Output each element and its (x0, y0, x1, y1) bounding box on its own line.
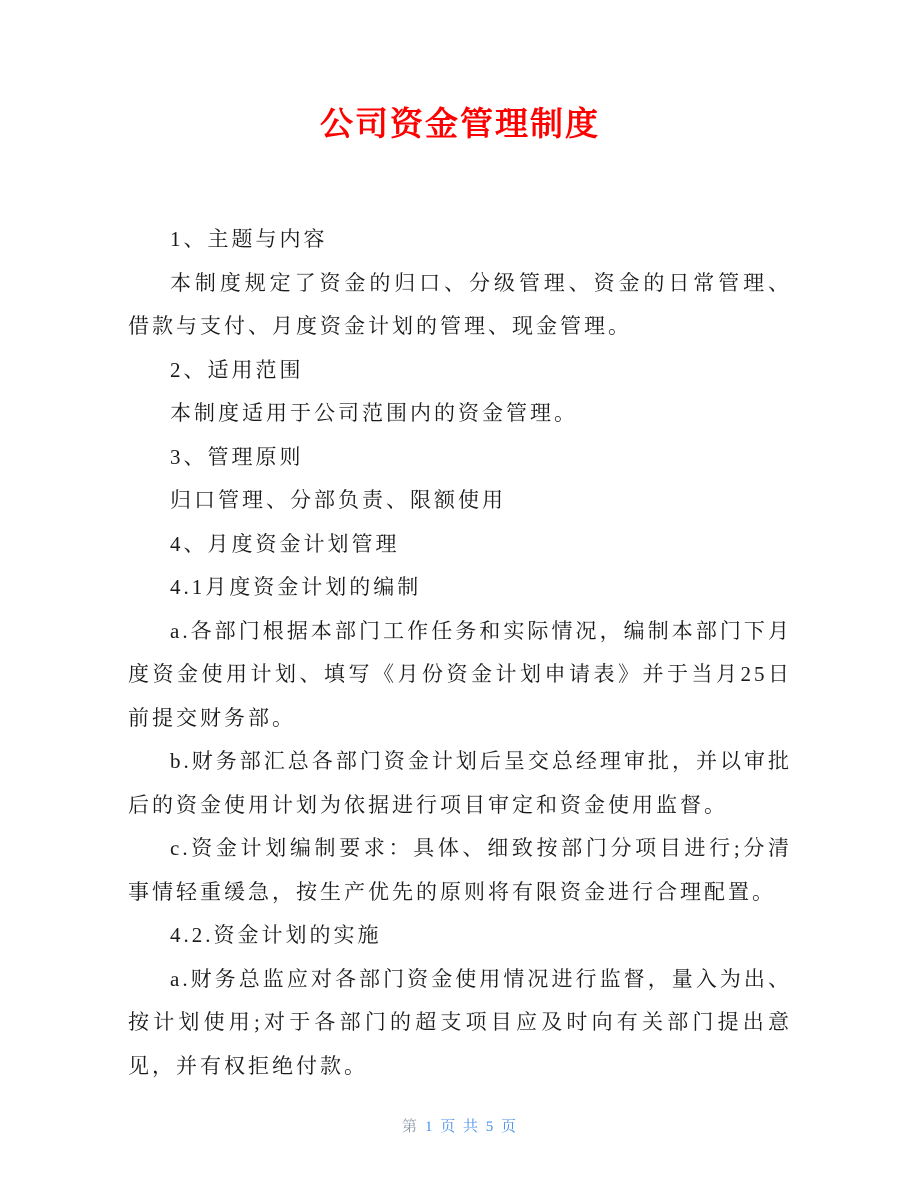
paragraph-body-1: 本制度规定了资金的归口、分级管理、资金的日常管理、借款与支付、月度资金计划的管理、现金管理。 (128, 270, 792, 338)
page-footer (0, 1112, 920, 1142)
paragraph-item-a2: a.财务总监应对各部门资金使用情况进行监督，量入为出、按计划使用;对于各部门的超支项目应及时向有关部门提出意见，并有权拒绝付款。 (128, 966, 792, 1078)
paragraph-heading-4: 4、月度资金计划管理 (170, 531, 400, 556)
paragraph-body-3: 归口管理、分部负责、限额使用 (170, 488, 506, 512)
paragraph-heading-2: 2、适用范围 (170, 357, 304, 382)
footer-page-marker: 第 (401, 1119, 419, 1135)
paragraph-heading-1: 1、主题与内容 (170, 227, 328, 251)
paragraph-item-a1: a.各部门根据本部门工作任务和实际情况，编制本部门下月度资金使用计划、填写《月份资金计划申请表》并于当月25日前提交财务部。 (128, 618, 792, 730)
paragraph-item-c1: c.资金计划编制要求：具体、细致按部门分项目进行;分清事情轻重缓急，按生产优先的原则将有限资金进行合理配置。 (128, 836, 792, 904)
paragraph-body-2: 本制度适用于公司范围内的资金管理。 (170, 401, 578, 425)
paragraph-heading-4-2: 4.2.资金计划的实施 (170, 923, 382, 947)
document-body (128, 218, 792, 1088)
paragraph-item-b1: b.财务部汇总各部门资金计划后呈交总经理审批，并以审批后的资金使用计划为依据进行项目审定和资金使用监督。 (128, 749, 792, 817)
paragraph-heading-4-1: 4.1月度资金计划的编制 (170, 575, 422, 599)
footer-page-number-text: 1 页 共 5 页 (425, 1119, 519, 1135)
document-title: 公司资金管理制度 (320, 105, 600, 142)
paragraph-heading-3: 3、管理原则 (170, 444, 304, 469)
